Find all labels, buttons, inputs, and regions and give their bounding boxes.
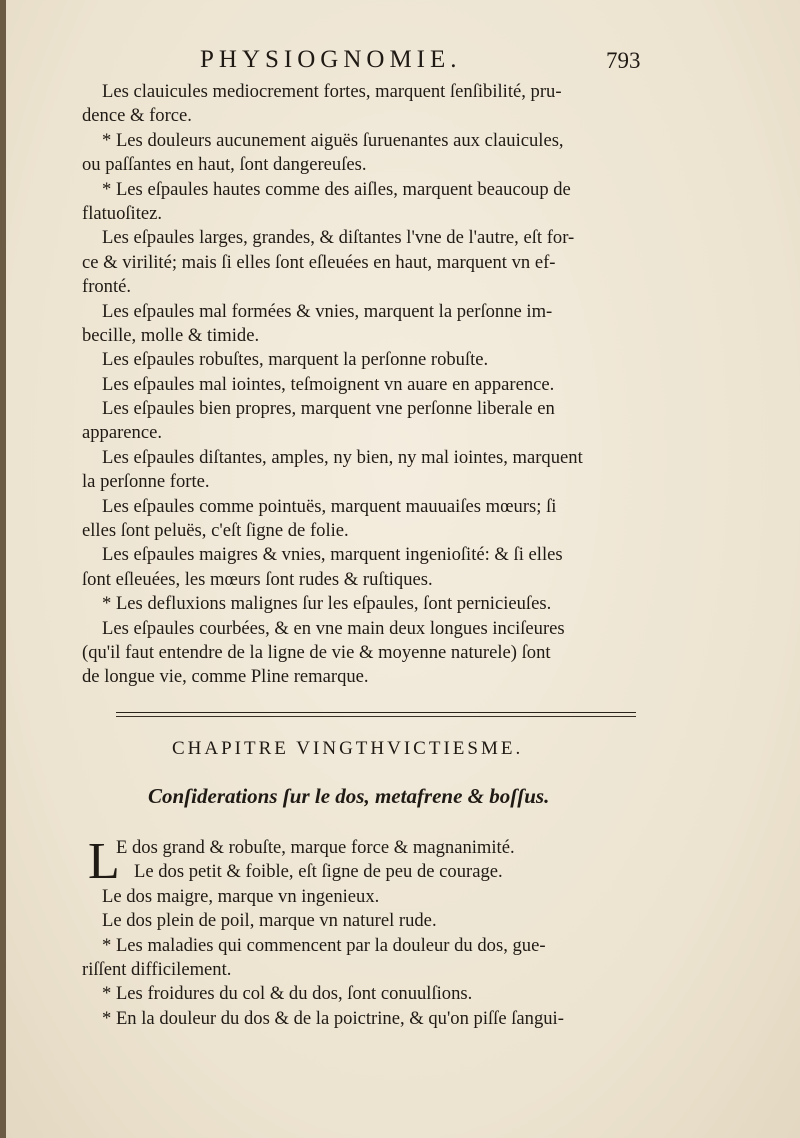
text-line: Les eſpaules maigres & vnies, marquent ingenioſité: & ſi elles [102,544,563,566]
text-line: elles ſont peluës, c'eſt ſigne de folie. [82,520,349,542]
section-divider-thin [116,716,636,717]
text-line: * Les defluxions malignes ſur les eſpaules, ſont pernicieuſes. [102,593,552,615]
drop-cap: L [88,833,120,890]
text-line: Les eſpaules bien propres, marquent vne perſonne liberale en [102,398,555,420]
text-line: apparence. [82,422,162,444]
chapter-heading: CHAPITRE VINGTHVICTIESME. [172,738,524,759]
text-line: dence & force. [82,105,192,127]
section-divider [116,712,636,713]
text-line: ce & virilité; mais ſi elles ſont eſleuées en haut, marquent vn ef- [82,251,556,273]
text-line: * Les froidures du col & du dos, ſont conuulſions. [102,983,473,1005]
text-line: Le dos plein de poil, marque vn naturel rude. [102,910,437,932]
text-line: * En la douleur du dos & de la poictrine, & qu'on piſſe ſangui- [102,1007,564,1029]
text-line: Les eſpaules mal iointes, teſmoignent vn auare en apparence. [102,373,555,395]
body-text [82,80,656,690]
section-body-text [82,833,656,1031]
text-line: Les clauicules mediocrement fortes, marquent ſenſibilité, pru- [102,81,562,102]
text-line: ſont eſleuées, les mœurs ſont rudes & ruſtiques. [82,568,433,590]
text-line: ou paſſantes en haut, ſont dangereuſes. [82,154,367,176]
text-line: * Les maladies qui commencent par la douleur du dos, gue- [102,934,546,956]
page-header [0,46,800,80]
text-line: * Les douleurs aucunement aiguës ſuruenantes aux clauicules, [102,129,564,151]
text-line: la perſonne forte. [82,471,210,493]
text-line: Les eſpaules robuſtes, marquent la perſonne robuſte. [102,349,489,371]
text-line: Les eſpaules comme pointuës, marquent mauuaiſes mœurs; ſi [102,495,557,517]
section-title: Conſiderations ſur le dos, metafrene & boſſus. [148,784,550,808]
text-line: de longue vie, comme Pline remarque. [82,666,369,688]
text-line: fronté. [82,276,132,298]
text-line: Les eſpaules courbées, & en vne main deux longues inciſeures [102,617,565,639]
text-line: Les eſpaules diſtantes, amples, ny bien, ny mal iointes, marquent [102,446,583,468]
text-line: Les eſpaules mal formées & vnies, marquent la perſonne im- [102,300,553,322]
running-head: PHYSIOGNOMIE. [200,46,462,73]
text-line: flatuoſitez. [82,202,163,224]
text-line: becille, molle & timide. [82,324,260,346]
text-line: Le dos petit & foible, eſt ſigne de peu de courage. [134,861,503,883]
page-number: 793 [606,48,641,73]
text-line: * Les eſpaules hautes comme des aiſles, marquent beaucoup de [102,178,571,200]
text-line: Les eſpaules larges, grandes, & diſtantes l'vne de l'autre, eſt for- [102,227,575,249]
text-line: (qu'il faut entendre de la ligne de vie & moyenne naturele) ſont [82,641,551,663]
page-binding-edge [0,0,6,1138]
text-line: Le dos maigre, marque vn ingenieux. [102,885,380,907]
text-line: E dos grand & robuſte, marque force & magnanimité. [116,837,515,858]
text-line: riſſent difficilement. [82,958,232,980]
